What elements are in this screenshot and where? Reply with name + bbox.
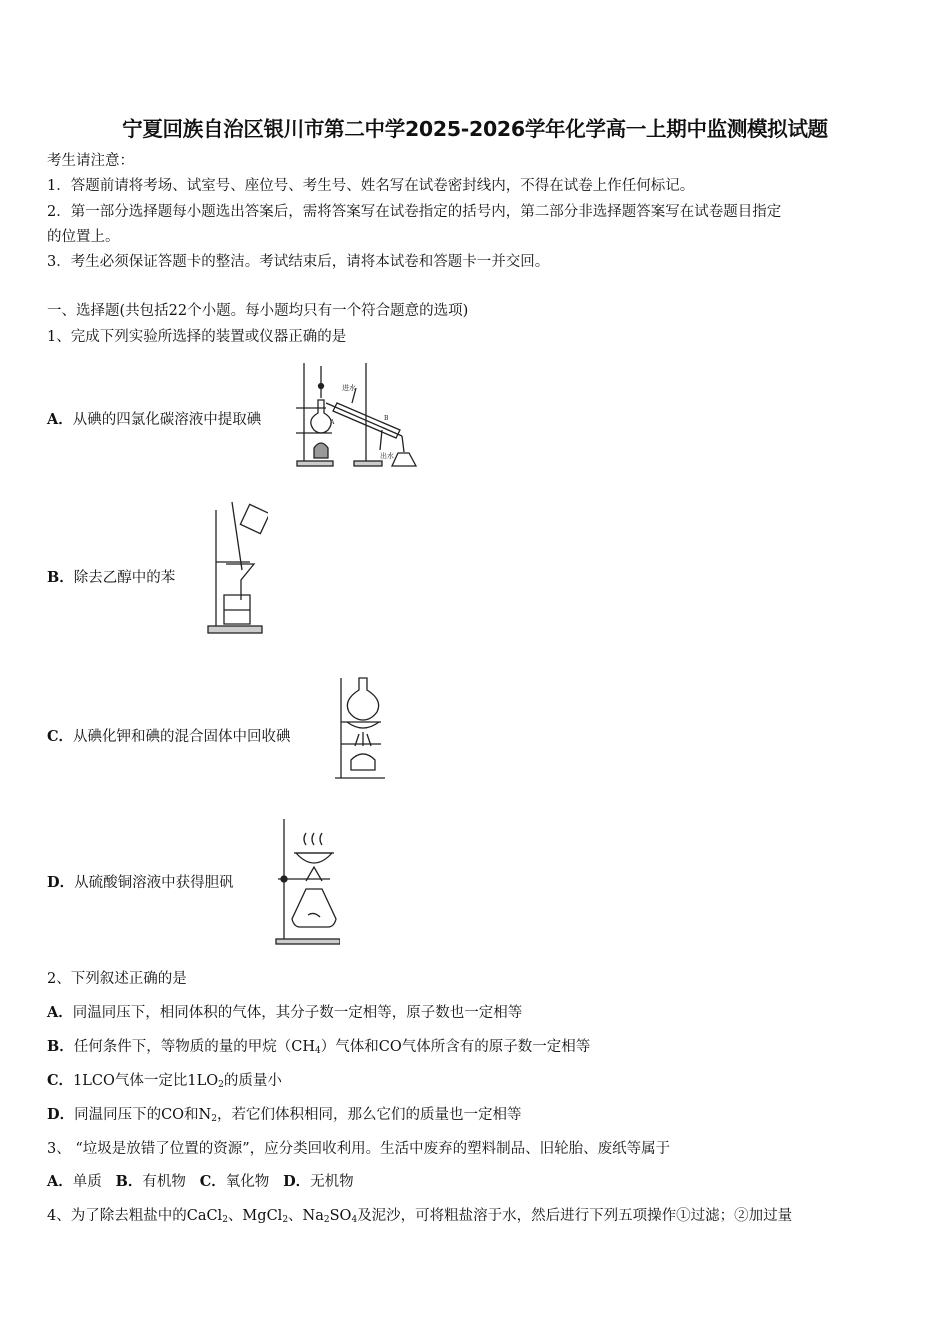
option-text: 同温同压下，相同体积的气体，其分子数一定相等，原子数也一定相等	[72, 1005, 523, 1021]
subscript: 2	[323, 1215, 330, 1225]
question-2-stem: 2、下列叙述正确的是	[47, 971, 187, 987]
option-text: ）气体和CO气体所含有的原子数一定相等	[320, 1039, 591, 1055]
question-1-stem: 1、完成下列实验所选择的装置或仪器正确的是	[47, 329, 347, 345]
q1-option-a	[47, 411, 261, 429]
option-text: 从硫酸铜溶液中获得胆矾	[74, 875, 234, 891]
option-text: 同温同压下的CO和N	[74, 1107, 212, 1123]
subscript: 2	[218, 1080, 224, 1090]
option-text: 单质	[72, 1174, 102, 1190]
option-label: C．	[47, 728, 74, 745]
option-label: B．	[47, 569, 74, 586]
question-3-stem: 3、 “垃圾是放错了位置的资源”，应分类回收利用。生活中废弃的塑料制品、旧轮胎、废纸等属于	[47, 1141, 671, 1157]
notice-item: 3．考生必须保证答题卡的整洁。考试结束后，请将本试卷和答题卡一并交回。	[47, 254, 550, 270]
page-title: 宁夏回族自治区银川市第二中学2025-2026学年化学高一上期中监测模拟试题	[122, 117, 828, 141]
notice-item: 的位置上。	[47, 229, 120, 245]
evaporation-apparatus-figure	[268, 815, 340, 945]
section-heading: 一、选择题(共包括22个小题。每小题均只有一个符合题意的选项)	[47, 303, 469, 319]
option-label: B．	[47, 1038, 74, 1055]
q1-option-c	[47, 728, 291, 746]
subscript: 2	[222, 1215, 228, 1225]
subscript: 2	[211, 1114, 217, 1124]
option-text: 的质量小	[223, 1073, 282, 1089]
stem-text: 及泥沙，可将粗盐溶于水，然后进行下列五项操作①过滤；②加过量	[357, 1208, 793, 1224]
option-label: C．	[47, 1072, 74, 1089]
option-text: ，若它们体积相同，那么它们的质量也一定相等	[216, 1107, 522, 1123]
notice-item: 2．第一部分选择题每小题选出答案后，需将答案写在试卷指定的括号内，第二部分非选择题答案写在试卷题目指定	[47, 204, 782, 220]
subscript: 4	[351, 1215, 358, 1225]
subscript: 4	[315, 1046, 321, 1056]
distillation-apparatus-figure	[292, 358, 420, 470]
option-label: D．	[47, 874, 75, 891]
option-label: D．	[283, 1173, 311, 1190]
option-text: 1LCO气体一定比1LO	[73, 1073, 219, 1089]
q1-option-b	[47, 569, 175, 587]
option-label: A．	[47, 411, 73, 428]
q2-option-d	[47, 1106, 521, 1128]
figure-label: 出水	[380, 452, 394, 460]
option-text: 从碘的四氯化碳溶液中提取碘	[72, 412, 262, 428]
figure-label: 进水	[342, 384, 356, 392]
stem-text: 、MgCl	[227, 1208, 283, 1224]
filtration-apparatus-figure	[204, 500, 268, 636]
option-text: 有机物	[142, 1174, 186, 1190]
stem-text: 4、为了除去粗盐中的CaCl	[47, 1208, 223, 1224]
option-text: 氧化物	[225, 1174, 270, 1190]
option-label: D．	[47, 1106, 75, 1123]
figure-label: B	[384, 415, 389, 422]
option-label: A．	[47, 1173, 73, 1190]
option-label: C．	[199, 1173, 226, 1190]
q2-option-b	[47, 1038, 590, 1060]
q2-option-a	[47, 1004, 522, 1022]
sublimation-apparatus-figure	[333, 674, 387, 782]
stem-text: SO	[329, 1208, 352, 1224]
subscript: 2	[282, 1215, 289, 1225]
notice-heading: 考生请注意：	[47, 153, 134, 169]
stem-text: 、Na	[288, 1208, 324, 1224]
option-text: 任何条件下，等物质的量的甲烷（CH	[73, 1039, 316, 1055]
option-text: 从碘化钾和碘的混合固体中回收碘	[73, 729, 291, 745]
question-4-stem	[47, 1207, 792, 1229]
q2-option-c	[47, 1072, 282, 1094]
option-label: A．	[47, 1004, 73, 1021]
q3-options	[47, 1173, 354, 1191]
option-text: 除去乙醇中的苯	[73, 570, 176, 586]
option-label: B．	[115, 1173, 143, 1190]
figure-label: A	[330, 419, 335, 426]
option-text: 无机物	[310, 1174, 354, 1190]
q1-option-d	[47, 874, 234, 892]
notice-item: 1．答题前请将考场、试室号、座位号、考生号、姓名写在试卷密封线内，不得在试卷上作任何标记。	[47, 178, 695, 194]
